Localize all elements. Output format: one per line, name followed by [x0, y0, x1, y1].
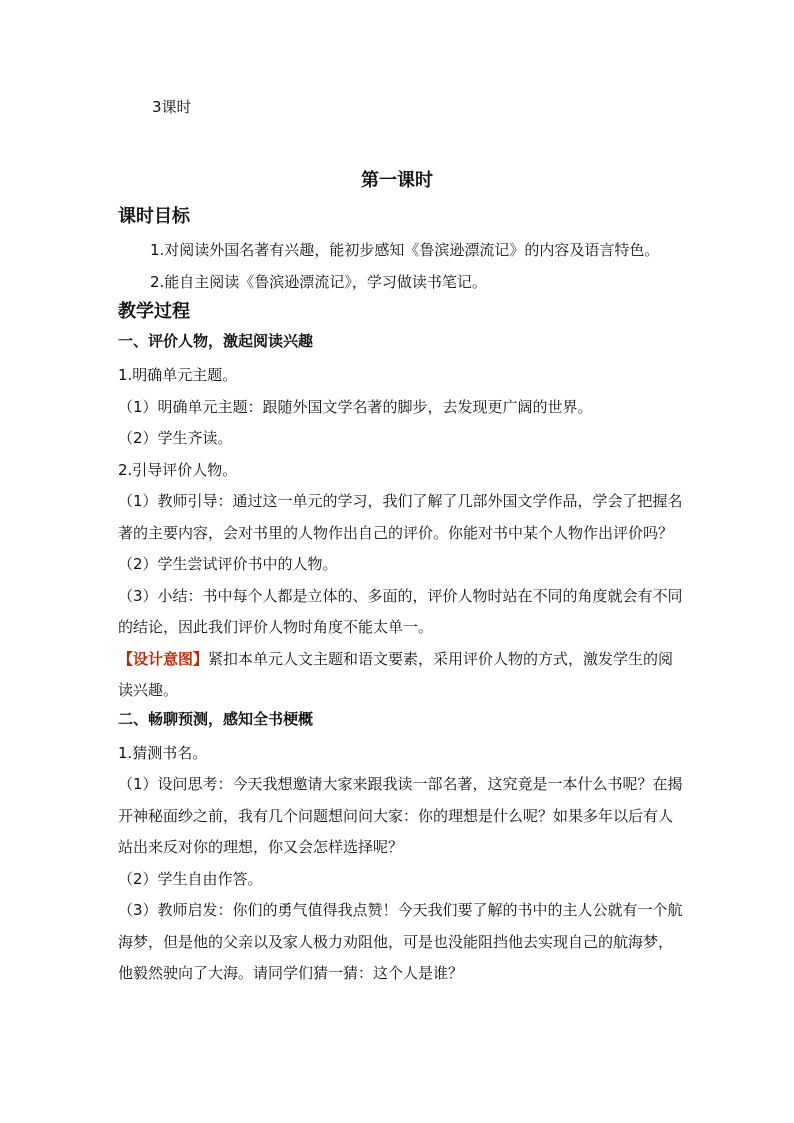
process-heading: 教学过程 [118, 301, 190, 322]
paragraph: 1.明确单元主题。 [118, 366, 238, 384]
paragraph: （2）学生尝试评价书中的人物。 [118, 555, 338, 573]
lesson-title: 第一课时 [361, 170, 433, 191]
paragraph: （3）教师启发：你们的勇气值得我点赞！今天我们要了解的书中的主人公就有一个航海梦，但是他的父亲以及家人极力劝阻他，可是也没能阻挡他去实现自己的航海梦，他毅然驶向了大海。请同学们猜一猜：这个人是谁？ [118, 901, 683, 982]
class-hours: 3课时 [152, 98, 192, 116]
paragraph: （3）小结：书中每个人都是立体的、多面的，评价人物时站在不同的角度就会有不同的结论，因此我们评价人物时角度不能太单一。 [118, 586, 683, 636]
objective-item: 1.对阅读外国名著有兴趣，能初步感知《鲁滨逊漂流记》的内容及语言特色。 [150, 241, 660, 259]
paragraph: 2.引导评价人物。 [118, 460, 238, 479]
objective-item: 2.能自主阅读《鲁滨逊漂流记》，学习做读书笔记。 [150, 272, 487, 291]
paragraph: （1）设问思考：今天我想邀请大家来跟我读一部名著，这究竟是一本什么书呢？在揭开神秘面纱之前，我有几个问题想问问大家：你的理想是什么呢？如果多年以后有人站出来反对你的理想，你又会怎样选择呢？ [118, 775, 683, 856]
section-heading: 二、畅聊预测，感知全书梗概 [118, 709, 314, 728]
paragraph: （1）教师引导：通过这一单元的学习，我们了解了几部外国文学作品，学会了把握名著的主要内容，会对书里的人物作出自己的评价。你能对书中某个人物作出评价吗？ [118, 492, 683, 542]
document-body [118, 204, 683, 990]
paragraph: （2）学生自由作答。 [118, 869, 263, 888]
section-heading: 一、评价人物，激起阅读兴趣 [118, 332, 314, 350]
paragraph: （2）学生齐读。 [118, 429, 233, 447]
paragraph: 1.猜测书名。 [118, 743, 208, 762]
paragraph: （1）明确单元主题：跟随外国文学名著的脚步，去发现更广阔的世界。 [118, 397, 593, 416]
design-intent-label: 【设计意图】 [118, 649, 209, 668]
objectives-heading: 课时目标 [118, 206, 190, 227]
design-intent-text: 紧扣本单元人文主题和语文要素，采用评价人物的方式，激发学生的阅读兴趣。 [118, 649, 674, 699]
design-intent [118, 644, 683, 707]
